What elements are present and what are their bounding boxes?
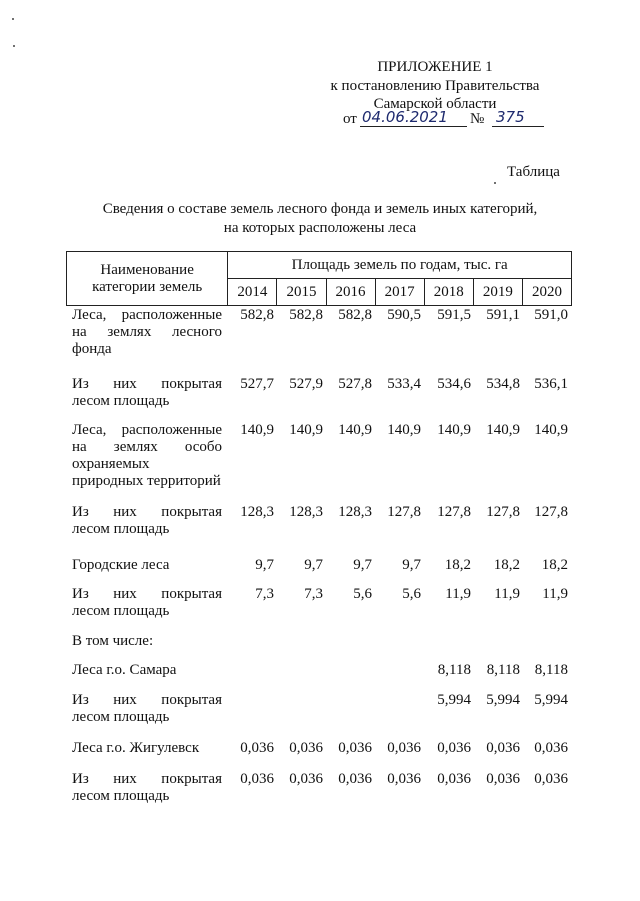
scan-speck [13,45,15,47]
row-name: Леса г.о. Жигулевск [72,740,200,756]
row-value: 0,036 [534,771,568,787]
row-value: 140,9 [240,422,274,438]
row-value: 11,9 [494,586,520,602]
appendix-date-prefix: от [343,111,357,127]
row-value: 127,8 [486,504,520,520]
row-value: 0,036 [338,740,372,756]
row-name: В том числе: [72,633,154,649]
row-value: 140,9 [289,422,323,438]
row-value: 127,8 [387,504,421,520]
row-name: Городские леса [72,557,170,573]
year-header: 2015 [277,279,326,306]
row-value: 527,8 [338,376,372,392]
scan-speck [494,182,496,184]
row-value: 0,036 [240,771,274,787]
column-header-area: Площадь земель по годам, тыс. га [228,252,572,279]
table-caption-line2: на которых расположены леса [223,220,417,236]
table-caption-line1: Сведения о составе земель лесного фонда и земель иных категорий, [102,201,538,217]
row-value: 591,1 [486,307,520,323]
row-value: 128,3 [289,504,323,520]
row-value: 18,2 [444,557,471,573]
row-value: 0,036 [486,771,520,787]
appendix-number-prefix: № [470,111,485,127]
row-value: 8,118 [534,662,568,678]
year-header: 2020 [522,279,571,306]
row-value: 140,9 [486,422,520,438]
row-value: 5,6 [353,586,372,602]
row-name: Из них покрытая лесом площадь [72,586,222,619]
row-value: 582,8 [289,307,323,323]
row-value: 534,6 [437,376,471,392]
year-header: 2016 [326,279,375,306]
row-value: 536,1 [534,376,568,392]
row-value: 0,036 [387,740,421,756]
row-value: 8,118 [437,662,471,678]
year-header: 2017 [375,279,424,306]
row-value: 9,7 [304,557,323,573]
row-value: 0,036 [338,771,372,787]
row-value: 7,3 [304,586,323,602]
row-value: 140,9 [437,422,471,438]
row-name: Леса, расположенные на землях лесного фонда [72,307,222,357]
row-value: 0,036 [486,740,520,756]
row-value: 0,036 [289,771,323,787]
row-name: Из них покрытая лесом площадь [72,771,222,804]
table-header [66,251,572,306]
row-value: 582,8 [338,307,372,323]
row-value: 11,9 [542,586,568,602]
appendix-date: 04.06.2021 [360,108,467,127]
column-header-name [67,252,228,306]
row-value: 7,3 [255,586,274,602]
appendix-number: 375 [492,108,544,127]
year-header: 2014 [228,279,277,306]
row-value: 9,7 [353,557,372,573]
row-value: 127,8 [534,504,568,520]
row-value: 140,9 [387,422,421,438]
row-name: Из них покрытая лесом площадь [72,504,222,537]
year-header: 2018 [424,279,473,306]
row-value: 527,9 [289,376,323,392]
row-name: Леса, расположенные на землях особо охраняемых природных территорий [72,422,222,489]
row-value: 582,8 [240,307,274,323]
row-name: Из них покрытая лесом площадь [72,376,222,409]
row-value: 5,6 [402,586,421,602]
row-value: 8,118 [486,662,520,678]
year-header: 2019 [473,279,522,306]
row-name: Леса г.о. Самара [72,662,177,678]
appendix-decree-line: к постановлению Правительства [330,78,540,94]
row-value: 9,7 [402,557,421,573]
row-value: 0,036 [437,771,471,787]
row-value: 18,2 [541,557,568,573]
table-label: Таблица [507,164,560,180]
row-value: 5,994 [486,692,520,708]
appendix-title: ПРИЛОЖЕНИЕ 1 [377,59,493,75]
row-value: 591,0 [534,307,568,323]
row-value: 534,8 [486,376,520,392]
row-value: 5,994 [534,692,568,708]
row-value: 0,036 [289,740,323,756]
appendix-region-line: Самарской области [373,96,497,112]
row-value: 128,3 [338,504,372,520]
row-value: 11,9 [445,586,471,602]
row-value: 140,9 [534,422,568,438]
row-value: 140,9 [338,422,372,438]
row-value: 0,036 [240,740,274,756]
column-header-name-text: Наименование категории земель [92,261,203,295]
row-value: 9,7 [255,557,274,573]
row-value: 127,8 [437,504,471,520]
row-value: 5,994 [437,692,471,708]
row-value: 591,5 [437,307,471,323]
row-value: 0,036 [534,740,568,756]
row-value: 590,5 [387,307,421,323]
row-value: 0,036 [387,771,421,787]
row-value: 128,3 [240,504,274,520]
row-value: 527,7 [240,376,274,392]
scan-speck [12,18,14,20]
row-value: 18,2 [493,557,520,573]
row-value: 533,4 [387,376,421,392]
row-value: 0,036 [437,740,471,756]
row-name: Из них покрытая лесом площадь [72,692,222,725]
